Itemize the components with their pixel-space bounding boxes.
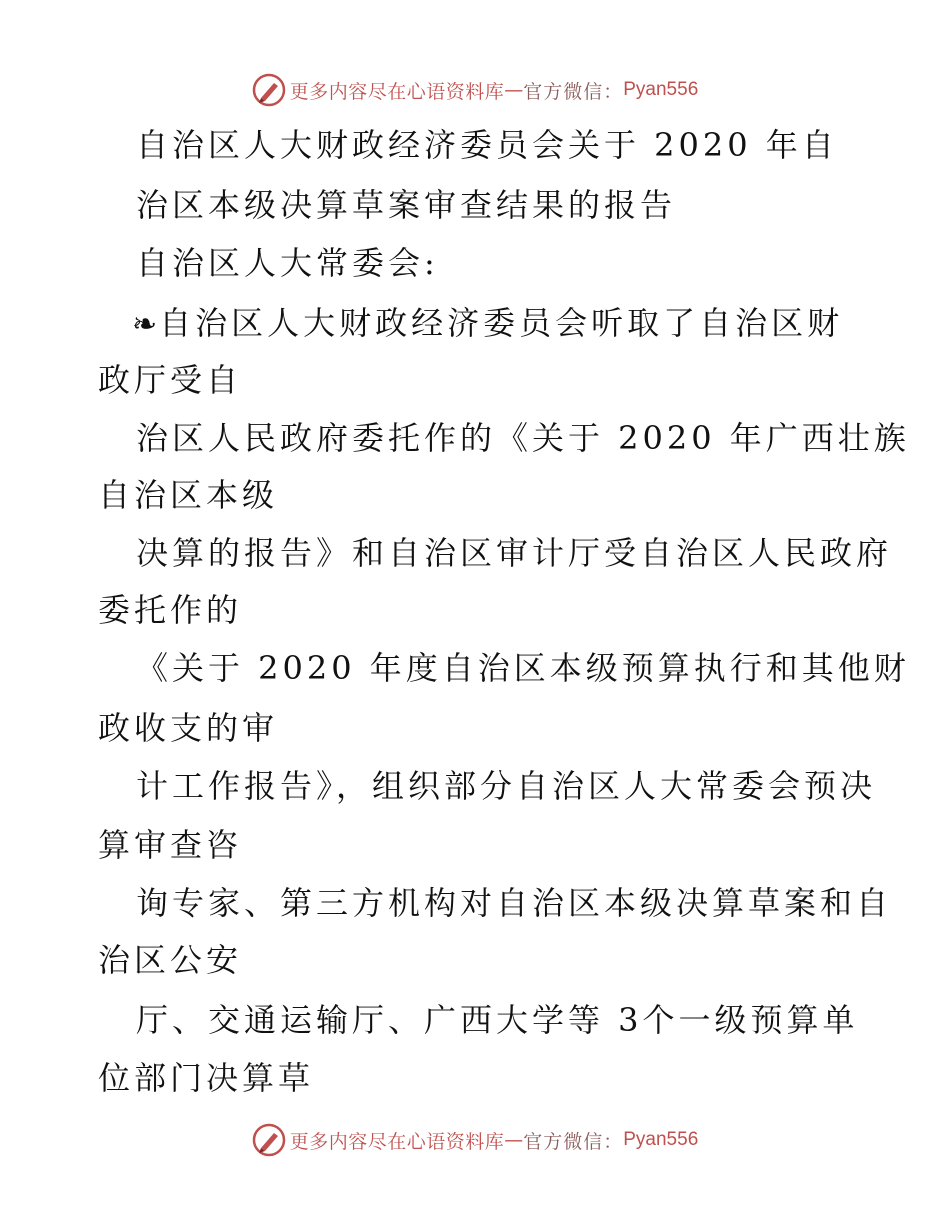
dragon-bullet-icon: ❧ [132,307,158,342]
paragraph-line-10: 算审查咨 [98,826,243,864]
header-official-label: 官方微信： [523,80,624,103]
footer-brand-text: 更多内容尽在心语资料库 [289,1130,505,1153]
paragraph-line-1 [132,303,843,343]
footer-dash: — [504,1129,524,1151]
paragraph-line-11: 询专家、第三方机构对自治区本级决算草案和自 [136,884,893,922]
salutation: 自治区人大常委会: [136,244,439,282]
pen-logo-icon [252,1123,286,1157]
paragraph-line-13: 厅、交通运输厅、广西大学等 3个一级预算单 [136,1001,859,1039]
paragraph-line-4: 自治区本级 [98,476,279,514]
pen-logo-icon [252,73,286,107]
header-banner [0,70,950,110]
paragraph-line-12: 治区公安 [98,941,243,979]
footer-official-label: 官方微信： [523,1130,624,1153]
header-dash: — [504,79,524,101]
header-wechat-id: Pyan556 [623,79,699,100]
paragraph-line-9: 计工作报告》，组织部分自治区人大常委会预决 [136,767,877,805]
paragraph-line-3: 治区人民政府委托作的《关于 2020 年广西壮族 [136,419,910,457]
title-line-1: 自治区人大财政经济委员会关于 2020 年自 [136,126,838,164]
footer-banner [0,1120,950,1160]
paragraph-line-1-text: 自治区人大财政经济委员会听取了自治区财 [159,304,844,342]
title-line-2: 治区本级决算草案审查结果的报告 [136,186,677,224]
paragraph-line-7: 《关于 2020 年度自治区本级预算执行和其他财 [136,649,910,687]
paragraph-line-14: 位部门决算草 [98,1059,315,1097]
paragraph-line-5: 决算的报告》和自治区审计厅受自治区人民政府 [136,534,893,572]
paragraph-line-8: 政收支的审 [98,709,279,747]
header-brand-text: 更多内容尽在心语资料库 [289,80,505,103]
paragraph-line-6: 委托作的 [98,591,243,629]
paragraph-line-2: 政厅受自 [98,361,243,399]
footer-wechat-id: Pyan556 [623,1129,699,1150]
